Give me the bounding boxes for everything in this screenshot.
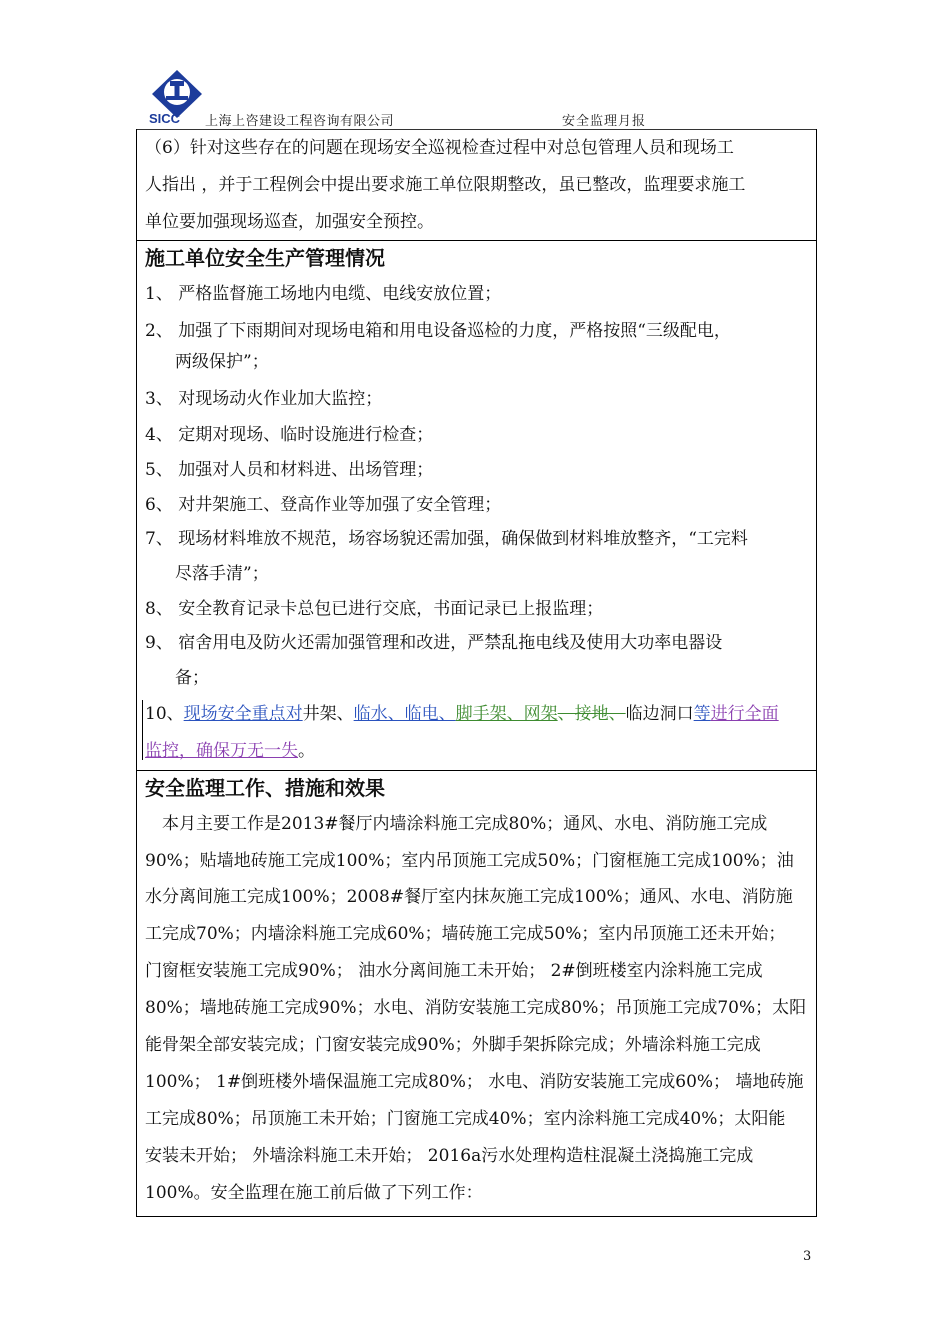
row-divider	[136, 770, 816, 771]
body-line: 100%； 1#倒班楼外墙保温施工完成80%； 水电、消防安装施工完成60%； 墙地砖施	[145, 1072, 804, 1092]
tracked-deletion: 、接地、	[557, 704, 626, 724]
plain-text: 井架、	[302, 704, 354, 724]
intro-line: 单位要加强现场巡查，加强安全预控。	[145, 212, 434, 232]
list-item: 5、 加强对人员和材料进、出场管理；	[145, 460, 434, 480]
company-logo	[148, 68, 206, 124]
tracked-insertion: 脚手架、网架	[455, 704, 558, 724]
plain-text: 。	[298, 741, 315, 761]
body-line: 100%。安全监理在施工前后做了下列工作：	[145, 1183, 483, 1203]
body-line: 门窗框安装施工完成90%； 油水分离间施工未开始； 2#倒班楼室内涂料施工完成	[145, 961, 763, 981]
body-line: 能骨架全部安装完成；门窗安装完成90%；外脚手架拆除完成；外墙涂料施工完成	[145, 1035, 761, 1055]
tracked-insertion: 监控，确保万无一失	[145, 741, 298, 761]
header-company-name: 上海上咨建设工程咨询有限公司	[205, 114, 395, 129]
plain-text: 临边洞口	[625, 704, 694, 724]
list-item: 3、 对现场动火作业加大监控；	[145, 389, 383, 409]
body-line: 工完成70%；内墙涂料施工完成60%；墙砖施工完成50%；室内吊顶施工还未开始；	[145, 924, 786, 944]
svg-text:SICC: SICC	[149, 111, 181, 124]
body-line: 80%；墙地砖施工完成90%；水电、消防安装施工完成80%；吊顶施工完成70%；太阳	[145, 998, 807, 1018]
intro-line: （6）针对这些存在的问题在现场安全巡视检查过程中对总包管理人员和现场工	[145, 138, 734, 158]
revision-bar	[142, 700, 143, 760]
list-item-continuation: 备；	[175, 668, 209, 688]
tracked-insertion: 现场安全重点对	[183, 704, 303, 724]
list-item-continuation: 两级保护”；	[175, 352, 269, 372]
list-item: 9、 宿舍用电及防火还需加强管理和改进，严禁乱拖电线及使用大功率电器设	[145, 633, 723, 653]
item-number: 10、	[145, 704, 184, 724]
section-title-supervision-work: 安全监理工作、措施和效果	[145, 776, 385, 800]
list-item: 4、 定期对现场、临时设施进行检查；	[145, 425, 434, 445]
body-line: 水分离间施工完成100%；2008#餐厅室内抹灰施工完成100%；通风、水电、消防施	[145, 887, 793, 907]
tracked-insertion: 临水、临电、	[353, 704, 456, 724]
page-number: 3	[803, 1249, 812, 1264]
body-line: 90%；贴墙地砖施工完成100%；室内吊顶施工完成50%；门窗框施工完成100%；油	[145, 851, 794, 871]
body-line: 工完成80%；吊顶施工未开始；门窗施工完成40%；室内涂料施工完成40%；太阳能	[145, 1109, 786, 1129]
list-item-10	[145, 703, 779, 725]
list-item: 6、 对井架施工、登高作业等加强了安全管理；	[145, 495, 502, 515]
section-title-safety-management: 施工单位安全生产管理情况	[145, 246, 385, 270]
list-item: 1、 严格监督施工场地内电缆、电线安放位置；	[145, 284, 502, 304]
list-item: 8、 安全教育记录卡总包已进行交底，书面记录已上报监理；	[145, 599, 604, 619]
tracked-insertion: 等	[693, 704, 711, 724]
intro-line: 人指出 ，并于工程例会中提出要求施工单位限期整改，虽已整改，监理要求施工	[145, 175, 746, 195]
body-line: 本月主要工作是2013#餐厅内墙涂料施工完成80%；通风、水电、消防施工完成	[162, 814, 768, 834]
list-item-continuation: 尽落手清”；	[175, 564, 269, 584]
list-item-10-continuation	[145, 740, 315, 762]
header-report-title: 安全监理月报	[562, 114, 647, 129]
list-item: 7、 现场材料堆放不规范，场容场貌还需加强，确保做到材料堆放整齐，“工完料	[145, 529, 748, 549]
list-item: 2、 加强了下雨期间对现场电箱和用电设备巡检的力度，严格按照“三级配电，	[145, 321, 731, 341]
tracked-insertion: 进行全面	[710, 704, 779, 724]
row-divider	[136, 240, 816, 241]
body-line: 安装未开始； 外墙涂料施工未开始； 2016a污水处理构造柱混凝土浇捣施工完成	[145, 1146, 754, 1166]
